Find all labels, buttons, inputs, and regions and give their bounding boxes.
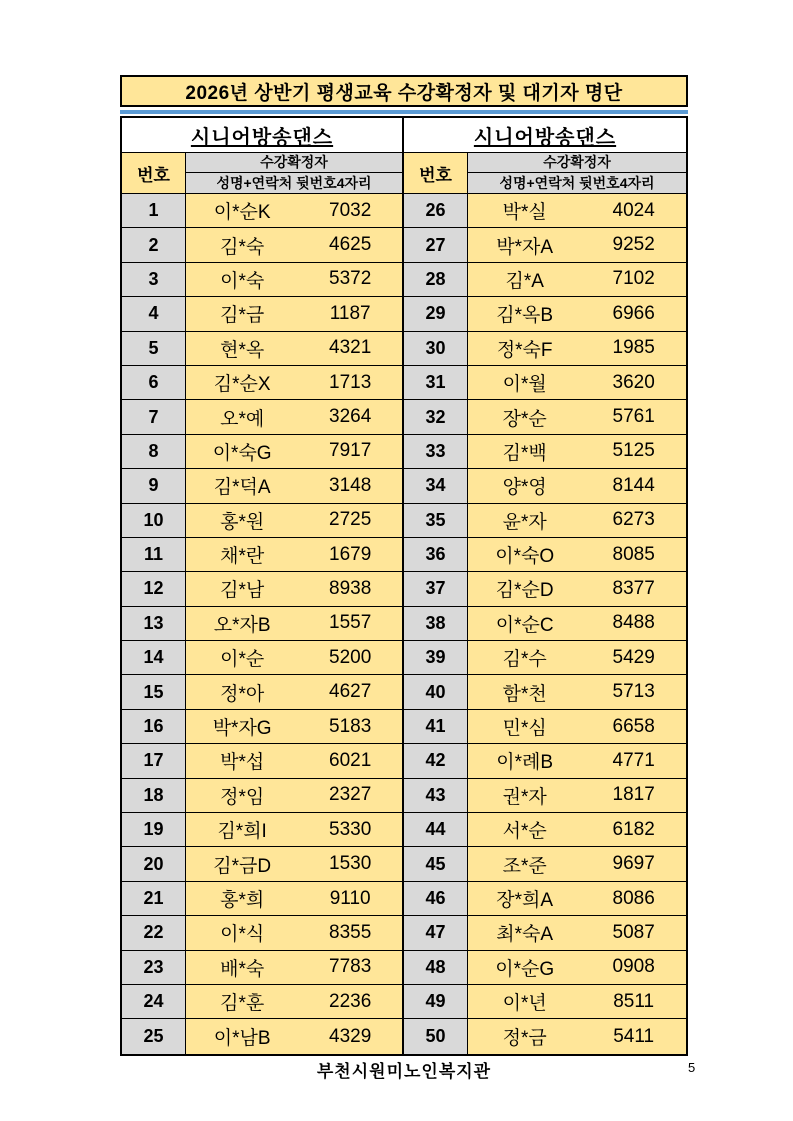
enrollee-name: 박*자A: [496, 236, 554, 258]
enrollee-name: 김*금D: [213, 855, 272, 877]
header-name-contact: 성명+연락처 뒷번호4자리: [186, 173, 402, 193]
row-number: 47: [404, 916, 468, 949]
table-row: [122, 504, 402, 538]
enrollee-name: 장*순: [502, 408, 547, 430]
contact-last4: 8488: [612, 612, 655, 634]
page-number: 5: [688, 1060, 696, 1075]
table-row: [404, 469, 686, 503]
table-row: [404, 435, 686, 469]
enrollee-name: 서*순: [502, 821, 547, 843]
enrollee-cell: [186, 228, 402, 261]
row-number: 13: [122, 607, 186, 640]
table-row: [122, 194, 402, 228]
row-number: 6: [122, 366, 186, 399]
enrollee-name: 김*숙: [220, 236, 265, 258]
contact-last4: 8511: [613, 990, 655, 1012]
enrollee-name: 김*백: [502, 442, 547, 464]
contact-last4: 6182: [612, 818, 655, 840]
table-row: [404, 538, 686, 572]
enrollee-name: 배*숙: [220, 958, 265, 980]
enrollee-name: 이*순C: [495, 614, 554, 636]
document-title: 2026년 상반기 평생교육 수강확정자 및 대기자 명단: [120, 75, 688, 107]
enrollee-name: 권*자: [502, 786, 547, 808]
enrollee-cell: [468, 675, 686, 708]
contact-last4: 6273: [612, 509, 655, 531]
table-row: [122, 435, 402, 469]
course-name-left: 시니어방송댄스: [122, 118, 402, 153]
enrollee-cell: [468, 263, 686, 296]
enrollee-cell: [468, 607, 686, 640]
title-separator: [120, 107, 688, 116]
enrollee-cell: [186, 504, 402, 537]
enrollee-cell: [468, 744, 686, 777]
contact-last4: 5125: [612, 440, 655, 462]
enrollee-cell: [186, 916, 402, 949]
row-number: 43: [404, 779, 468, 812]
contact-last4: 1679: [329, 543, 372, 565]
table-row: [122, 263, 402, 297]
table-row: [122, 1019, 402, 1053]
enrollee-name: 함*천: [502, 683, 547, 705]
contact-last4: 7783: [329, 956, 372, 978]
table-row: [122, 400, 402, 434]
contact-last4: 4627: [329, 681, 372, 703]
enrollee-name: 정*금: [502, 1028, 547, 1050]
enrollee-name: 양*영: [502, 477, 547, 499]
row-number: 16: [122, 710, 186, 743]
contact-last4: 4024: [612, 199, 655, 221]
enrollee-cell: [186, 710, 402, 743]
contact-last4: 8144: [612, 474, 655, 496]
table-row: [404, 813, 686, 847]
row-number: 27: [404, 228, 468, 261]
row-number: 35: [404, 504, 468, 537]
enrollee-cell: [186, 641, 402, 674]
rows-right: [404, 194, 686, 1054]
enrollee-name: 김*희I: [217, 821, 267, 843]
enrollee-cell: [468, 504, 686, 537]
table-row: [404, 263, 686, 297]
row-number: 29: [404, 297, 468, 330]
enrollee-cell: [186, 847, 402, 880]
enrollee-cell: [186, 366, 402, 399]
contact-last4: 6658: [612, 715, 655, 737]
contact-last4: 5411: [613, 1025, 655, 1047]
enrollee-name: 최*숙A: [496, 924, 554, 946]
table-row: [122, 675, 402, 709]
enrollee-cell: [186, 951, 402, 984]
contact-last4: 2725: [329, 509, 372, 531]
row-number: 26: [404, 194, 468, 227]
table-row: [404, 400, 686, 434]
row-number: 34: [404, 469, 468, 502]
header-name-contact: 성명+연락처 뒷번호4자리: [468, 173, 686, 193]
header-right-group: [468, 153, 686, 193]
contact-last4: 4321: [329, 337, 372, 359]
table-row: [122, 710, 402, 744]
enrollee-cell: [468, 538, 686, 571]
row-number: 4: [122, 297, 186, 330]
enrollee-cell: [186, 744, 402, 777]
contact-last4: 1557: [329, 612, 372, 634]
table-row: [404, 951, 686, 985]
table-row: [404, 744, 686, 778]
contact-last4: 9252: [612, 234, 655, 256]
table-row: [404, 504, 686, 538]
row-number: 41: [404, 710, 468, 743]
rows-left: [122, 194, 402, 1054]
table-row: [404, 985, 686, 1019]
table-row: [122, 951, 402, 985]
row-number: 28: [404, 263, 468, 296]
enrollee-name: 윤*자: [502, 511, 547, 533]
enrollee-cell: [186, 263, 402, 296]
enrollee-name: 김*순X: [213, 374, 271, 396]
row-number: 40: [404, 675, 468, 708]
table-row: [404, 607, 686, 641]
enrollee-cell: [468, 228, 686, 261]
enrollee-cell: [186, 882, 402, 915]
table-row: [404, 675, 686, 709]
enrollee-name: 이*순K: [213, 202, 271, 224]
row-number: 49: [404, 985, 468, 1018]
column-left: [122, 118, 404, 1054]
enrollee-name: 정*숙F: [496, 339, 553, 361]
enrollee-cell: [186, 607, 402, 640]
footer-organization: 부천시원미노인복지관: [316, 1062, 492, 1081]
contact-last4: 7917: [329, 440, 372, 462]
enrollee-cell: [186, 779, 402, 812]
table-row: [122, 985, 402, 1019]
enrollee-name: 김*훈: [220, 993, 265, 1015]
enrollee-name: 홍*원: [220, 511, 265, 533]
table-row: [404, 572, 686, 606]
enrollee-name: 김*남: [220, 580, 265, 602]
row-number: 24: [122, 985, 186, 1018]
enrollee-cell: [468, 435, 686, 468]
row-number: 1: [122, 194, 186, 227]
roster-table: [120, 75, 688, 1056]
row-number: 42: [404, 744, 468, 777]
table-row: [122, 469, 402, 503]
table-row: [122, 607, 402, 641]
row-number: 19: [122, 813, 186, 846]
row-number: 11: [122, 538, 186, 571]
contact-last4: 8085: [612, 543, 655, 565]
row-number: 36: [404, 538, 468, 571]
enrollee-cell: [186, 985, 402, 1018]
row-number: 37: [404, 572, 468, 605]
contact-last4: 8355: [329, 921, 372, 943]
contact-last4: 2236: [329, 990, 372, 1012]
enrollee-name: 이*숙G: [212, 442, 272, 464]
table-row: [404, 882, 686, 916]
enrollee-name: 김*순D: [495, 580, 554, 602]
enrollee-name: 홍*희: [220, 890, 265, 911]
contact-last4: 3148: [329, 474, 372, 496]
enrollee-cell: [468, 297, 686, 330]
row-number: 12: [122, 572, 186, 605]
table-row: [404, 228, 686, 262]
header-number: 번호: [122, 153, 186, 193]
table-row: [404, 847, 686, 881]
enrollee-name: 박*실: [502, 202, 547, 224]
enrollee-name: 이*숙: [220, 270, 265, 292]
table-row: [122, 779, 402, 813]
enrollee-name: 조*준: [502, 855, 547, 877]
contact-last4: 6966: [612, 302, 655, 324]
enrollee-cell: [186, 332, 402, 365]
row-number: 21: [122, 882, 186, 915]
row-number: 20: [122, 847, 186, 880]
enrollee-name: 김*옥B: [496, 305, 554, 327]
enrollee-name: 김*금: [220, 305, 265, 327]
header-right-group: [186, 153, 402, 193]
table-row: [122, 332, 402, 366]
contact-last4: 6021: [329, 749, 372, 771]
row-number: 5: [122, 332, 186, 365]
table-row: [122, 916, 402, 950]
row-number: 9: [122, 469, 186, 502]
enrollee-cell: [468, 985, 686, 1018]
contact-last4: 4625: [329, 234, 372, 256]
row-number: 45: [404, 847, 468, 880]
column-right: [404, 118, 686, 1054]
enrollee-cell: [468, 400, 686, 433]
contact-last4: 1187: [329, 302, 371, 324]
table-row: [122, 641, 402, 675]
contact-last4: 1817: [612, 784, 655, 806]
enrollee-name: 민*심: [502, 718, 547, 740]
enrollee-cell: [186, 469, 402, 502]
enrollee-name: 박*자G: [212, 718, 272, 740]
contact-last4: 1713: [329, 371, 372, 393]
row-number: 44: [404, 813, 468, 846]
enrollee-cell: [468, 847, 686, 880]
table-row: [122, 228, 402, 262]
enrollee-name: 이*순G: [495, 958, 555, 980]
enrollee-cell: [186, 194, 402, 227]
contact-last4: 7102: [612, 268, 655, 290]
table-row: [122, 882, 402, 916]
table-row: [404, 1019, 686, 1053]
contact-last4: 9110: [329, 887, 371, 909]
course-name-right: 시니어방송댄스: [404, 118, 686, 153]
contact-last4: 8086: [612, 887, 655, 909]
contact-last4: 5200: [329, 646, 372, 668]
enrollee-cell: [468, 469, 686, 502]
row-number: 22: [122, 916, 186, 949]
contact-last4: 8938: [329, 577, 372, 599]
enrollee-name: 이*년: [502, 993, 547, 1015]
table-body: [120, 116, 688, 1056]
row-number: 17: [122, 744, 186, 777]
blue-divider-line: [120, 110, 688, 114]
enrollee-name: 정*임: [220, 786, 265, 808]
enrollee-name: 이*순: [220, 649, 265, 671]
contact-last4: 5330: [329, 818, 372, 840]
row-number: 2: [122, 228, 186, 261]
contact-last4: 8377: [612, 577, 655, 599]
table-row: [122, 744, 402, 778]
enrollee-name: 이*식: [220, 924, 265, 946]
row-number: 39: [404, 641, 468, 674]
row-number: 3: [122, 263, 186, 296]
contact-last4: 5713: [612, 681, 655, 703]
row-number: 48: [404, 951, 468, 984]
table-row: [122, 572, 402, 606]
row-number: 46: [404, 882, 468, 915]
enrollee-cell: [468, 572, 686, 605]
enrollee-name: 정*아: [220, 683, 265, 705]
row-number: 14: [122, 641, 186, 674]
contact-last4: 2327: [329, 784, 372, 806]
table-row: [122, 366, 402, 400]
contact-last4: 4329: [329, 1025, 372, 1047]
column-header-right: [404, 153, 686, 194]
enrollee-name: 김*수: [502, 649, 547, 671]
enrollee-cell: [186, 435, 402, 468]
header-confirmed: 수강확정자: [186, 153, 402, 173]
table-row: [404, 916, 686, 950]
enrollee-name: 이*숙O: [495, 546, 555, 568]
enrollee-name: 박*섭: [220, 752, 265, 774]
enrollee-cell: [468, 332, 686, 365]
row-number: 38: [404, 607, 468, 640]
enrollee-name: 이*례B: [496, 752, 554, 774]
column-header-left: [122, 153, 402, 194]
row-number: 8: [122, 435, 186, 468]
row-number: 23: [122, 951, 186, 984]
enrollee-name: 이*월: [502, 374, 547, 396]
contact-last4: 1985: [612, 337, 655, 359]
contact-last4: 4771: [612, 749, 655, 771]
contact-last4: 3620: [612, 371, 655, 393]
enrollee-name: 김*A: [505, 270, 544, 292]
enrollee-cell: [186, 400, 402, 433]
row-number: 31: [404, 366, 468, 399]
enrollee-cell: [468, 779, 686, 812]
contact-last4: 5761: [612, 406, 655, 428]
row-number: 30: [404, 332, 468, 365]
row-number: 18: [122, 779, 186, 812]
contact-last4: 3264: [329, 406, 372, 428]
header-number: 번호: [404, 153, 468, 193]
contact-last4: 0908: [612, 956, 655, 978]
enrollee-cell: [468, 366, 686, 399]
table-row: [404, 194, 686, 228]
contact-last4: 5429: [612, 646, 655, 668]
table-row: [404, 366, 686, 400]
enrollee-cell: [468, 1019, 686, 1053]
enrollee-cell: [468, 882, 686, 915]
enrollee-name: 김*덕A: [213, 477, 271, 499]
table-row: [404, 297, 686, 331]
enrollee-cell: [186, 572, 402, 605]
enrollee-name: 이*남B: [213, 1028, 271, 1050]
row-number: 33: [404, 435, 468, 468]
enrollee-name: 장*희A: [496, 890, 554, 911]
enrollee-cell: [186, 675, 402, 708]
row-number: 32: [404, 400, 468, 433]
contact-last4: 5372: [329, 268, 372, 290]
enrollee-cell: [468, 916, 686, 949]
enrollee-cell: [468, 813, 686, 846]
table-row: [404, 332, 686, 366]
row-number: 7: [122, 400, 186, 433]
row-number: 15: [122, 675, 186, 708]
enrollee-cell: [468, 710, 686, 743]
table-row: [122, 538, 402, 572]
header-confirmed: 수강확정자: [468, 153, 686, 173]
enrollee-cell: [186, 1019, 402, 1053]
contact-last4: 5183: [329, 715, 372, 737]
table-row: [404, 710, 686, 744]
table-row: [122, 847, 402, 881]
row-number: 25: [122, 1019, 186, 1053]
table-row: [404, 779, 686, 813]
enrollee-cell: [186, 813, 402, 846]
contact-last4: 9697: [612, 853, 655, 875]
enrollee-cell: [468, 951, 686, 984]
table-row: [122, 813, 402, 847]
enrollee-name: 오*자B: [213, 614, 271, 636]
row-number: 10: [122, 504, 186, 537]
enrollee-cell: [468, 194, 686, 227]
table-row: [404, 641, 686, 675]
enrollee-cell: [186, 297, 402, 330]
contact-last4: 1530: [329, 853, 372, 875]
enrollee-name: 오*예: [220, 408, 265, 430]
table-row: [122, 297, 402, 331]
enrollee-cell: [186, 538, 402, 571]
contact-last4: 5087: [612, 921, 655, 943]
enrollee-name: 현*옥: [220, 339, 265, 361]
enrollee-name: 채*란: [220, 546, 265, 568]
contact-last4: 7032: [329, 199, 372, 221]
row-number: 50: [404, 1019, 468, 1053]
enrollee-cell: [468, 641, 686, 674]
